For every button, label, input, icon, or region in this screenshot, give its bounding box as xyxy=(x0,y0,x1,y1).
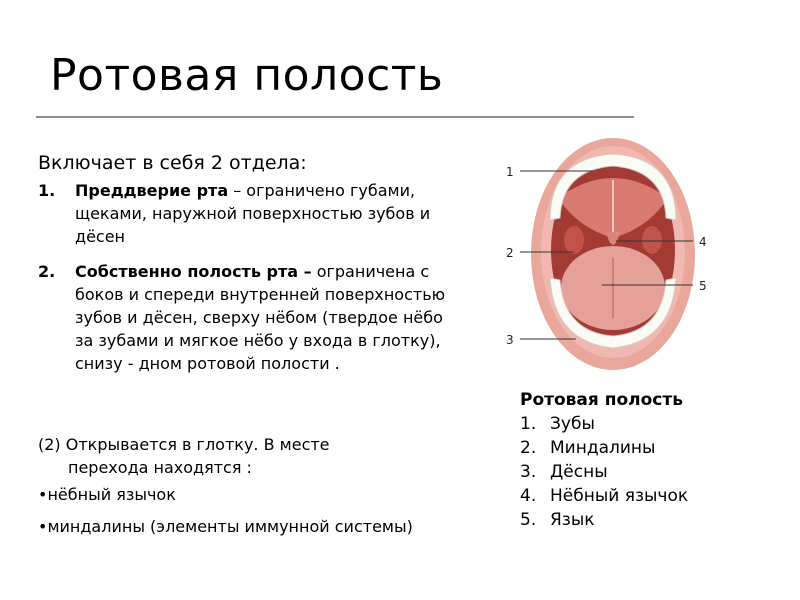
legend-number: 5. xyxy=(520,510,537,530)
figure-label-3: 3 xyxy=(506,333,514,347)
legend-item xyxy=(520,412,688,436)
legend-label: Язык xyxy=(550,510,595,530)
figure-legend xyxy=(520,388,688,532)
item-number: 1. xyxy=(38,181,56,200)
legend-item xyxy=(520,508,688,532)
item-body xyxy=(75,179,458,248)
slide-title: Ротовая полость xyxy=(50,50,444,101)
legend-item xyxy=(520,436,688,460)
figure-label-2: 2 xyxy=(506,246,514,260)
item-term: Преддверие рта xyxy=(75,181,229,200)
legend-label: Миндалины xyxy=(550,438,656,458)
title-divider xyxy=(36,116,634,118)
legend-label: Дёсны xyxy=(550,462,608,482)
legend-list xyxy=(520,412,688,532)
section-item-oral-cavity-proper xyxy=(38,260,458,375)
mouth-illustration xyxy=(498,128,728,378)
item-body xyxy=(75,260,458,375)
section-item-vestibule xyxy=(38,179,458,248)
tonsil-left xyxy=(564,226,584,254)
bullet-tonsils: •миндалины (элементы иммунной системы) xyxy=(38,517,413,536)
figure-label-5: 5 xyxy=(699,279,707,293)
item-number: 2. xyxy=(38,262,56,281)
legend-number: 4. xyxy=(520,486,537,506)
legend-number: 1. xyxy=(520,414,537,434)
legend-item xyxy=(520,460,688,484)
figure-label-4: 4 xyxy=(699,235,707,249)
legend-number: 2. xyxy=(520,438,537,458)
opens-line-1: (2) Открывается в глотку. В месте xyxy=(38,435,330,454)
bullet-uvula: •нёбный язычок xyxy=(38,485,176,504)
item-description: ограничена с боков и спереди внутренней поверхностью зубов и дёсен, сверху нёбом (твердое нёбо за зубами и мягкое нёбо у входа в глотку), снизу - дном ротовой полости . xyxy=(75,262,446,373)
legend-item xyxy=(520,484,688,508)
tonsil-right xyxy=(642,226,662,254)
legend-number: 3. xyxy=(520,462,537,482)
opens-paragraph xyxy=(38,433,438,479)
opens-line-2: перехода находятся : xyxy=(68,458,252,477)
item-term: Собственно полость рта – xyxy=(75,262,312,281)
legend-label: Зубы xyxy=(550,414,595,434)
legend-label: Нёбный язычок xyxy=(550,486,689,506)
item-description: – ограничено губами, щеками, наружной поверхностью зубов и дёсен xyxy=(75,181,431,246)
intro-text: Включает в себя 2 отдела: xyxy=(38,152,307,174)
figure-label-1: 1 xyxy=(506,165,514,179)
legend-title: Ротовая полость xyxy=(520,390,683,410)
